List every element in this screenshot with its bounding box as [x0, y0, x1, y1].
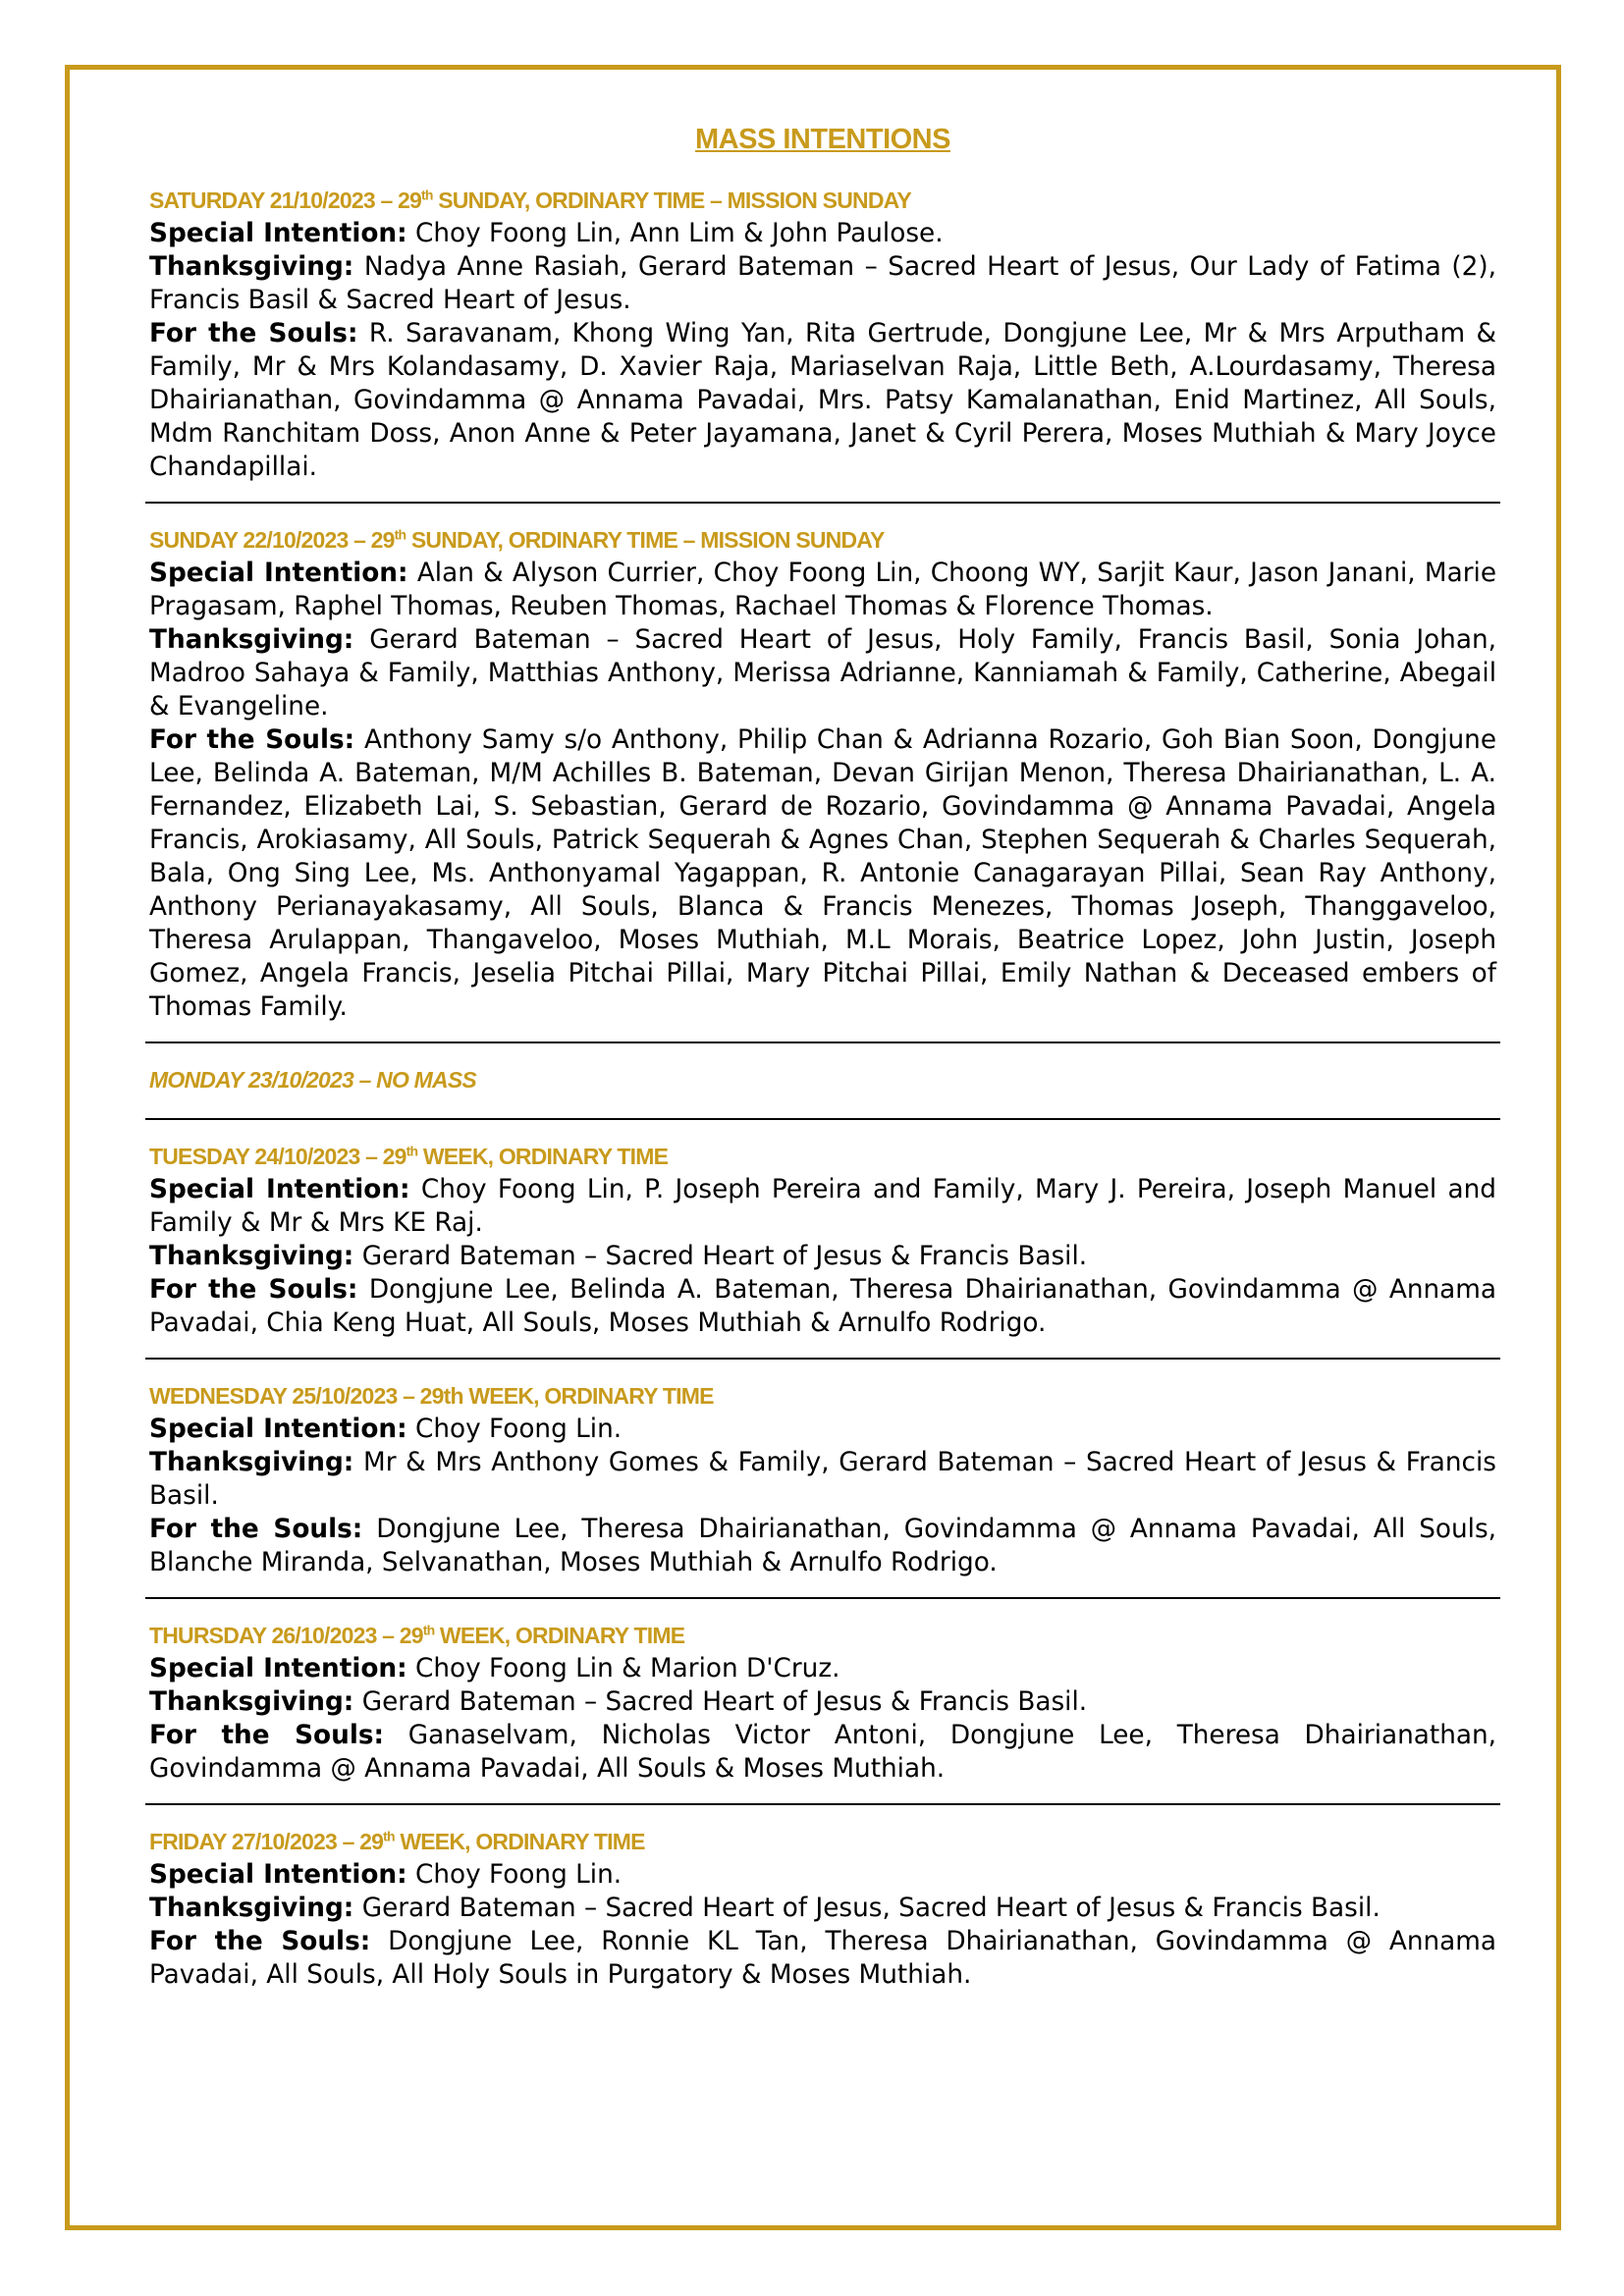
for-the-souls: For the Souls: R. Saravanam, Khong Wing Yan, Rita Gertrude, Dongjune Lee, Mr & Mrs Arputham & Family, Mr & Mrs Kolandasamy, D. Xavier Raja, Mariaselvan Raja, Little Beth, A.Lourdasamy, Theresa Dhairianathan, Govindamma @ Annama Pavadai, Mrs. Patsy Kamalanathan, Enid Martinez, All Souls, Mdm Ranchitam Doss, Anon Anne & Peter Jayamana, Janet & Cyril Perera, Moses Muthiah & Mary Joyce Chandapillai.	[149, 319, 1497, 482]
day-heading: SATURDAY 21/10/2023 – 29th SUNDAY, ORDINARY TIME – MISSION SUNDAY	[149, 187, 911, 213]
for-the-souls: For the Souls: Dongjune Lee, Theresa Dhairianathan, Govindamma @ Annama Pavadai, All Souls, Blanche Miranda, Selvanathan, Moses Muthiah & Arnulfo Rodrigo.	[149, 1515, 1497, 1577]
day-section-sunday	[145, 525, 1500, 1024]
day-heading: TUESDAY 24/10/2023 – 29th WEEK, ORDINARY TIME	[149, 1143, 669, 1169]
special-intention: Special Intention: Choy Foong Lin & Marion D'Cruz.	[149, 1654, 840, 1683]
section-divider	[145, 1041, 1500, 1043]
day-section-monday	[145, 1065, 1500, 1095]
day-heading: SUNDAY 22/10/2023 – 29th SUNDAY, ORDINARY TIME – MISSION SUNDAY	[149, 526, 885, 553]
for-the-souls: For the Souls: Anthony Samy s/o Anthony, Philip Chan & Adrianna Rozario, Goh Bian Soon, Dongjune Lee, Belinda A. Bateman, M/M Achilles B. Bateman, Devan Girijan Menon, Theresa Dhairianathan, L. A. Fernandez, Elizabeth Lai, S. Sebastian, Gerard de Rozario, Govindamma @ Annama Pavadai, Angela Francis, Arokiasamy, All Souls, Patrick Sequerah & Agnes Chan, Stephen Sequerah & Charles Sequerah, Bala, Ong Sing Lee, Ms. Anthonyamal Yagappan, R. Antonie Canagarayan Pillai, Sean Ray Anthony, Anthony Perianayakasamy, All Souls, Blanca & Francis Menezes, Thomas Joseph, Thanggaveloo, Theresa Arulappan, Thangaveloo, Moses Muthiah, M.L Morais, Beatrice Lopez, John Justin, Joseph Gomez, Angela Francis, Jeselia Pitchai Pillai, Mary Pitchai Pillai, Emily Nathan & Deceased embers of Thomas Family.	[149, 725, 1497, 1022]
special-intention: Special Intention: Choy Foong Lin, Ann Lim & John Paulose.	[149, 219, 944, 248]
for-the-souls: For the Souls: Dongjune Lee, Belinda A. Bateman, Theresa Dhairianathan, Govindamma @ Annama Pavadai, Chia Keng Huat, All Souls, Moses Muthiah & Arnulfo Rodrigo.	[149, 1275, 1497, 1338]
day-section-saturday	[145, 186, 1500, 484]
special-intention: Special Intention: Choy Foong Lin, P. Joseph Pereira and Family, Mary J. Pereira, Joseph Manuel and Family & Mr & Mrs KE Raj.	[149, 1175, 1497, 1238]
day-heading: WEDNESDAY 25/10/2023 – 29th WEEK, ORDINARY TIME	[149, 1383, 714, 1409]
special-intention: Special Intention: Alan & Alyson Currier, Choy Foong Lin, Choong WY, Sarjit Kaur, Jason Janani, Marie Pragasam, Raphel Thomas, Reuben Thomas, Rachael Thomas & Florence Thomas.	[149, 559, 1497, 621]
section-divider	[145, 1597, 1500, 1599]
day-heading: THURSDAY 26/10/2023 – 29th WEEK, ORDINARY TIME	[149, 1622, 685, 1648]
day-section-tuesday	[145, 1142, 1500, 1340]
day-heading: FRIDAY 27/10/2023 – 29th WEEK, ORDINARY TIME	[149, 1828, 645, 1854]
section-divider	[145, 502, 1500, 504]
section-divider	[145, 1358, 1500, 1360]
document-body	[145, 124, 1500, 1992]
thanksgiving: Thanksgiving: Mr & Mrs Anthony Gomes & Family, Gerard Bateman – Sacred Heart of Jesus & Francis Basil.	[149, 1448, 1497, 1511]
day-heading: MONDAY 23/10/2023 – NO MASS	[149, 1067, 476, 1093]
section-divider	[145, 1803, 1500, 1805]
day-section-friday	[145, 1827, 1500, 1992]
for-the-souls: For the Souls: Dongjune Lee, Ronnie KL Tan, Theresa Dhairianathan, Govindamma @ Annama Pavadai, All Souls, All Holy Souls in Purgatory & Moses Muthiah.	[149, 1927, 1497, 1990]
thanksgiving: Thanksgiving: Nadya Anne Rasiah, Gerard Bateman – Sacred Heart of Jesus, Our Lady of Fatima (2), Francis Basil & Sacred Heart of Jesus.	[149, 252, 1497, 315]
thanksgiving: Thanksgiving: Gerard Bateman – Sacred Heart of Jesus, Holy Family, Francis Basil, Sonia Johan, Madroo Sahaya & Family, Matthias Anthony, Merissa Adrianne, Kanniamah & Family, Catherine, Abegail & Evangeline.	[149, 625, 1496, 721]
day-section-wednesday	[145, 1381, 1500, 1579]
thanksgiving: Thanksgiving: Gerard Bateman – Sacred Heart of Jesus & Francis Basil.	[149, 1687, 1088, 1717]
page-title: MASS INTENTIONS	[695, 124, 950, 155]
special-intention: Special Intention: Choy Foong Lin.	[149, 1860, 623, 1890]
for-the-souls: For the Souls: Ganaselvam, Nicholas Victor Antoni, Dongjune Lee, Theresa Dhairianathan, Govindamma @ Annama Pavadai, All Souls & Moses Muthiah.	[149, 1721, 1497, 1784]
thanksgiving: Thanksgiving: Gerard Bateman – Sacred Heart of Jesus & Francis Basil.	[149, 1242, 1088, 1271]
thanksgiving: Thanksgiving: Gerard Bateman – Sacred Heart of Jesus, Sacred Heart of Jesus & Francis Basil.	[149, 1894, 1380, 1923]
day-section-thursday	[145, 1621, 1500, 1786]
special-intention: Special Intention: Choy Foong Lin.	[149, 1415, 623, 1444]
section-divider	[145, 1118, 1500, 1120]
